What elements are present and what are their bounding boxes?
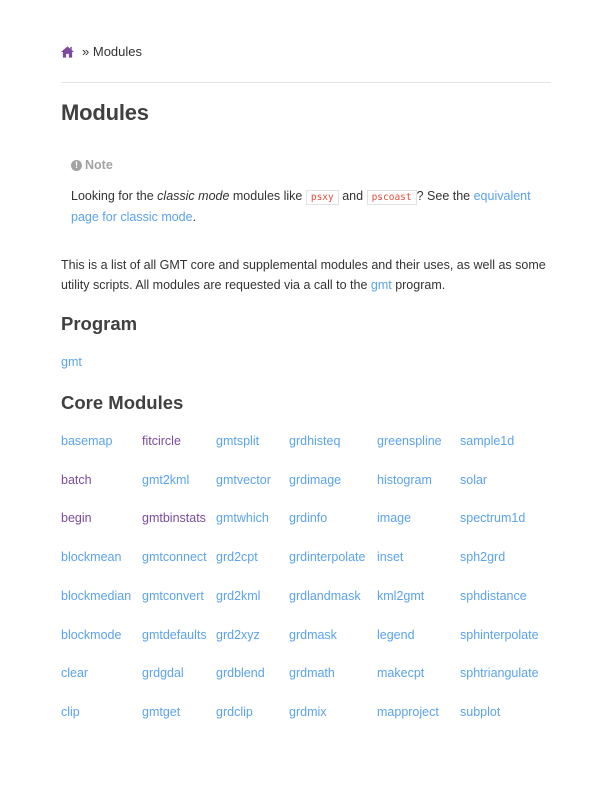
module-link-sphinterpolate[interactable]: sphinterpolate xyxy=(460,627,539,642)
note-body: Looking for the classic mode modules like psxy and pscoast ? See the equivalent page for classic mode. xyxy=(71,189,531,224)
module-link-grd2kml[interactable]: grd2kml xyxy=(216,588,261,603)
module-link-spectrum1d[interactable]: spectrum1d xyxy=(460,511,526,526)
module-link-histogram[interactable]: histogram xyxy=(377,472,432,487)
module-link-grdmix[interactable]: grdmix xyxy=(289,704,327,719)
code-psxy: psxy xyxy=(306,190,339,205)
breadcrumb-current: Modules xyxy=(92,44,142,59)
module-link-blockmean[interactable]: blockmean xyxy=(61,550,122,565)
module-link-grdinfo[interactable]: grdinfo xyxy=(289,511,328,526)
module-link-greenspline[interactable]: greenspline xyxy=(377,434,442,448)
module-link-fitcircle[interactable]: fitcircle xyxy=(142,434,181,448)
breadcrumb xyxy=(61,44,142,59)
module-link-sphtriangulate[interactable]: sphtriangulate xyxy=(460,666,539,681)
module-link-gmtconnect[interactable]: gmtconnect xyxy=(142,550,207,565)
module-link-clip[interactable]: clip xyxy=(61,704,80,719)
page-title: Modules xyxy=(61,100,149,125)
module-link-grdmask[interactable]: grdmask xyxy=(289,627,337,642)
core-modules-heading: Core Modules xyxy=(61,392,184,413)
module-link-grdmath[interactable]: grdmath xyxy=(289,666,335,681)
module-link-grdhisteq[interactable]: grdhisteq xyxy=(289,434,341,448)
code-pscoast: pscoast xyxy=(367,190,417,205)
exclamation-circle-icon: ! xyxy=(71,160,82,171)
intro-paragraph: This is a list of all GMT core and supplemental modules and their uses, as well as some utility scripts. All modules are requested via a call to the gmt program. xyxy=(61,258,546,292)
note-title: ! Note xyxy=(71,158,113,172)
module-link-makecpt[interactable]: makecpt xyxy=(377,666,425,681)
module-link-gmtsplit[interactable]: gmtsplit xyxy=(216,434,260,448)
module-link-gmtbinstats[interactable]: gmtbinstats xyxy=(142,511,206,526)
module-link-sphdistance[interactable]: sphdistance xyxy=(460,588,527,603)
module-link-solar[interactable]: solar xyxy=(460,472,488,487)
home-icon[interactable] xyxy=(61,46,74,58)
module-link-kml2gmt[interactable]: kml2gmt xyxy=(377,588,425,603)
module-link-begin[interactable]: begin xyxy=(61,511,92,526)
module-link-inset[interactable]: inset xyxy=(377,550,404,565)
module-link-grdinterpolate[interactable]: grdinterpolate xyxy=(289,550,366,565)
module-link-grdlandmask[interactable]: grdlandmask xyxy=(289,588,361,603)
module-link-gmtdefaults[interactable]: gmtdefaults xyxy=(142,627,207,642)
module-link-blockmedian[interactable]: blockmedian xyxy=(61,588,132,603)
module-link-basemap[interactable]: basemap xyxy=(61,434,113,448)
module-link-grdimage[interactable]: grdimage xyxy=(289,472,342,487)
module-link-gmtget[interactable]: gmtget xyxy=(142,704,181,719)
module-link-grd2xyz[interactable]: grd2xyz xyxy=(216,627,260,642)
breadcrumb-separator: » xyxy=(82,44,90,59)
module-link-gmtvector[interactable]: gmtvector xyxy=(216,472,271,487)
module-link-gmt2kml[interactable]: gmt2kml xyxy=(142,472,190,487)
module-link-legend[interactable]: legend xyxy=(377,627,415,642)
program-heading: Program xyxy=(61,313,138,334)
module-link-gmtwhich[interactable]: gmtwhich xyxy=(216,511,269,526)
module-link-sample1d[interactable]: sample1d xyxy=(460,434,515,448)
module-link-batch[interactable]: batch xyxy=(61,472,92,487)
module-link-gmtconvert[interactable]: gmtconvert xyxy=(142,588,204,603)
module-link-grdblend[interactable]: grdblend xyxy=(216,666,265,681)
classic-mode-link[interactable]: equivalent page for classic mode xyxy=(71,189,531,224)
module-link-sph2grd[interactable]: sph2grd xyxy=(460,550,506,565)
module-link-subplot[interactable]: subplot xyxy=(460,704,501,719)
program-gmt-link[interactable]: gmt xyxy=(61,355,82,369)
module-link-mapproject[interactable]: mapproject xyxy=(377,704,439,719)
divider xyxy=(61,82,551,83)
module-link-image[interactable]: image xyxy=(377,511,412,526)
module-link-grdclip[interactable]: grdclip xyxy=(216,704,253,719)
module-link-blockmode[interactable]: blockmode xyxy=(61,627,122,642)
gmt-program-link[interactable]: gmt xyxy=(370,277,392,292)
module-link-clear[interactable]: clear xyxy=(61,666,89,681)
module-link-grd2cpt[interactable]: grd2cpt xyxy=(216,550,258,565)
module-link-grdgdal[interactable]: grdgdal xyxy=(142,666,184,681)
